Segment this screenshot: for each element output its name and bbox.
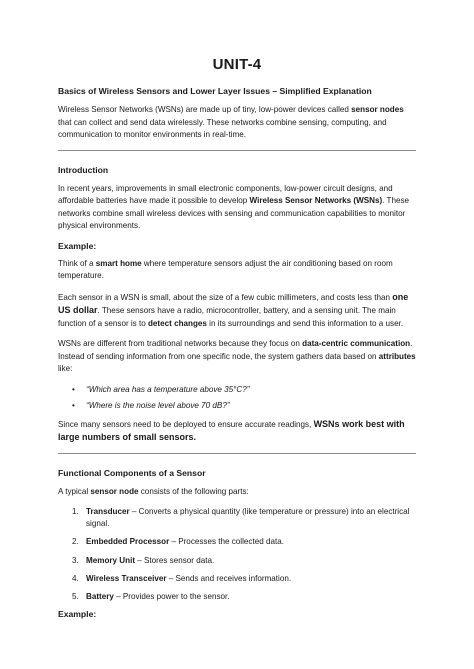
text-run: Since many sensors need to be deployed to ensure accurate readings,: [58, 419, 314, 429]
component-name: Embedded Processor: [86, 537, 170, 547]
text-run: consists of the following parts:: [138, 486, 249, 496]
component-name: Battery: [86, 592, 114, 602]
list-item: [58, 400, 416, 412]
text-run: like:: [58, 364, 73, 373]
intro-paragraph: [58, 104, 416, 142]
bold-term: data-centric communication: [302, 339, 411, 348]
list-item: [58, 536, 416, 548]
attribute-query-list: [58, 384, 416, 412]
component-name: Transducer: [86, 507, 130, 516]
example-heading: Example:: [58, 609, 97, 620]
document-subtitle: Basics of Wireless Sensors and Lower Layer Issues – Simplified Explanation: [58, 86, 372, 96]
bullet-icon: •: [72, 384, 75, 394]
text-run: WSNs are different from traditional networks because they focus on: [58, 339, 303, 348]
paragraph: [58, 338, 416, 376]
bold-term: sensor node: [90, 486, 139, 496]
section-heading-introduction: Introduction: [58, 164, 109, 175]
bold-term: WSNs work best with large numbers of small sensors.: [58, 418, 405, 442]
list-item: [58, 506, 416, 530]
bold-term: one US dollar: [58, 291, 409, 315]
text-run: . These sensors have a radio, microcontroller, battery, and a sensing unit. The main function of a sensor is to: [58, 306, 396, 328]
list-item-text: “Where is the noise level above 70 dB?”: [86, 400, 230, 410]
paragraph: [58, 183, 416, 233]
list-item: [58, 591, 416, 603]
component-name: Memory Unit: [86, 555, 136, 565]
text-run: Wireless Sensor Networks (WSNs) are made up of tiny, low-power devices called: [58, 105, 352, 114]
bullet-icon: •: [72, 400, 75, 410]
bold-term: sensor nodes: [351, 105, 404, 114]
component-description: – Sends and receives information.: [166, 573, 292, 583]
list-number: 2.: [72, 537, 79, 547]
text-run: in its surroundings and send this information to a user.: [206, 318, 404, 328]
text-run: Think of a: [58, 258, 96, 268]
text-run: . These networks combine small wireless devices with sensing and communication capabilities to monitor physical environments.: [58, 196, 410, 230]
list-number: 3.: [72, 555, 79, 565]
text-run: that can collect and send data wirelessly. These networks combine sensing, computing, and communication to monitor environments in real-time.: [58, 117, 387, 139]
text-run: In recent years, improvements in small electronic components, low-power circuit designs, and affordable batteries have made it possible to develop: [58, 183, 393, 205]
text-run: Each sensor in a WSN is small, about the size of a few cubic millimeters, and costs less than: [58, 292, 393, 302]
list-item-text: “Which area has a temperature above 35°C?”: [86, 384, 250, 394]
bold-term: attributes: [378, 351, 416, 361]
section-divider: [58, 150, 416, 151]
component-name: Wireless Transceiver: [86, 573, 167, 583]
example-heading: Example:: [58, 240, 97, 251]
text-run: . Instead of sending information from one specific node, the system gathers data based on: [58, 339, 413, 361]
list-number: 4.: [72, 573, 79, 583]
list-number: 5.: [72, 592, 79, 602]
sensor-components-list: [58, 506, 416, 603]
component-description: – Stores sensor data.: [135, 555, 215, 565]
component-description: – Processes the collected data.: [169, 537, 284, 547]
bold-term: Wireless Sensor Networks (WSNs): [249, 196, 383, 205]
text-run: A typical: [58, 486, 91, 496]
list-item: [58, 555, 416, 567]
bold-term: smart home: [95, 258, 142, 268]
paragraph: [58, 258, 416, 283]
page-title: UNIT-4: [212, 56, 262, 73]
component-description: – Converts a physical quantity (like temperature or pressure) into an electrical signal.: [86, 507, 410, 529]
list-number: 1.: [72, 507, 79, 516]
text-run: where temperature sensors adjust the air conditioning based on room temperature.: [58, 258, 393, 280]
section-divider: [58, 453, 416, 454]
paragraph: [58, 418, 416, 445]
section-heading-functional-components: Functional Components of a Sensor: [58, 467, 206, 478]
paragraph: [58, 486, 416, 499]
component-description: – Provides power to the sensor.: [113, 592, 230, 602]
bold-term: detect changes: [147, 318, 207, 328]
list-item: [58, 573, 416, 585]
list-item: [58, 384, 416, 396]
paragraph: [58, 291, 416, 331]
